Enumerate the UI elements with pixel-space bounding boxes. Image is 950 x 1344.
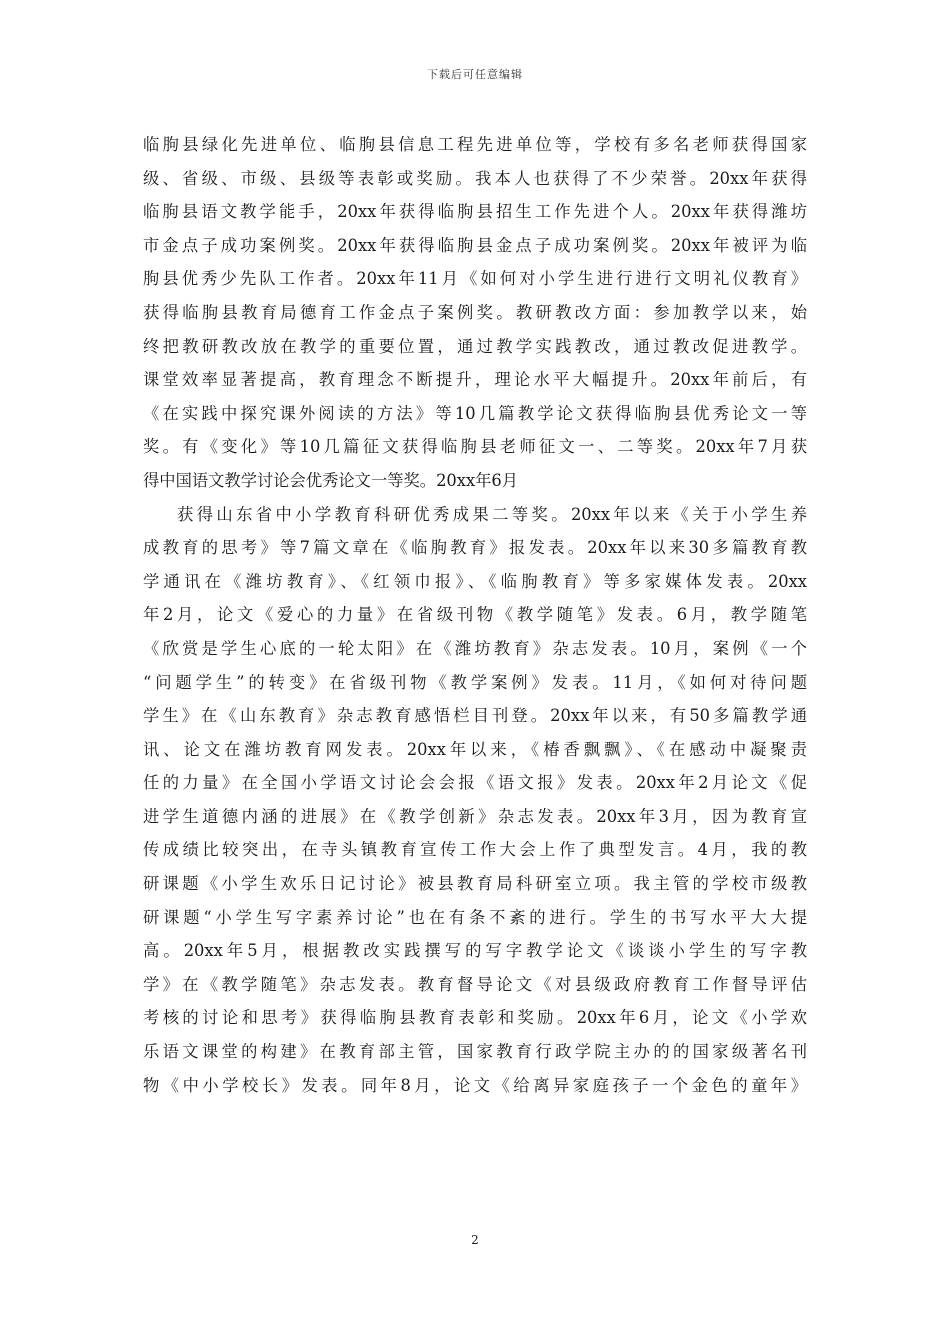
- text-line: 《在实践中探究课外阅读的方法》等10几篇教学论文获得临朐县优秀论文一等: [143, 403, 807, 423]
- document-body: [143, 128, 807, 1102]
- text-line: 讯、论文在潍坊教育网发表。20xx年以来，《椿香飘飘》、《在感动中凝聚责: [143, 739, 807, 759]
- text-line: 临朐县语文教学能手，20xx年获得临朐县招生工作先进个人。20xx年获得潍坊: [143, 202, 807, 222]
- paragraph: [143, 128, 807, 498]
- text-line: 传成绩比较突出，在寺头镇教育宣传工作大会上作了典型发言。4月，我的教: [143, 840, 807, 860]
- text-line: 得中国语文教学讨论会优秀论文一等奖。20xx年6月: [143, 470, 519, 490]
- text-line: 学生》在《山东教育》杂志教育感悟栏目刊登。20xx年以来，有50多篇教学通: [143, 706, 807, 726]
- text-line: 年2月，论文《爱心的力量》在省级刊物《教学随笔》发表。6月，教学随笔: [143, 605, 807, 625]
- text-line: 奖。有《变化》等10几篇征文获得临朐县老师征文一、二等奖。20xx年7月获: [143, 437, 807, 457]
- text-line: 朐县优秀少先队工作者。20xx年11月《如何对小学生进行进行文明礼仪教育》: [143, 269, 807, 289]
- text-line: 学》在《教学随笔》杂志发表。教育督导论文《对县级政府教育工作督导评估: [143, 974, 807, 994]
- text-line: 学通讯在《潍坊教育》、《红领巾报》、《临朐教育》等多家媒体发表。20xx: [143, 571, 807, 591]
- text-line: 终把教研教改放在教学的重要位置，通过教学实践教改，通过教改促进教学。: [143, 336, 807, 356]
- text-line: 研课题“小学生写字素养讨论”也在有条不紊的进行。学生的书写水平大大提: [143, 907, 807, 927]
- text-line: 物《中小学校长》发表。同年8月，论文《给离异家庭孩子一个金色的童年》: [143, 1075, 807, 1095]
- text-line: “问题学生”的转变》在省级刊物《教学案例》发表。11月，《如何对待问题: [143, 672, 807, 692]
- paragraph: [143, 498, 807, 1103]
- text-line: 高。20xx年5月，根据教改实践撰写的写字教学论文《谈谈小学生的写字教: [143, 941, 807, 961]
- text-line: 进学生道德内涵的进展》在《教学创新》杂志发表。20xx年3月，因为教育宣: [143, 806, 807, 826]
- page-header: 下载后可任意编辑: [427, 68, 523, 81]
- text-line: 课堂效率显著提高，教育理念不断提升，理论水平大幅提升。20xx年前后，有: [143, 370, 807, 390]
- text-line: 获得临朐县教育局德育工作金点子案例奖。教研教改方面：参加教学以来，始: [143, 302, 807, 322]
- text-line: 级、省级、市级、县级等表彰或奖励。我本人也获得了不少荣誉。20xx年获得: [143, 168, 807, 188]
- text-line: 《欣赏是学生心底的一轮太阳》在《潍坊教育》杂志发表。10月，案例《一个: [143, 638, 807, 658]
- page-number: 2: [471, 1233, 479, 1247]
- text-line: 任的力量》在全国小学语文讨论会会报《语文报》发表。20xx年2月论文《促: [143, 773, 807, 793]
- text-line: 临朐县绿化先进单位、临朐县信息工程先进单位等，学校有多名老师获得国家: [143, 135, 807, 154]
- text-line: 考核的讨论和思考》获得临朐县教育表彰和奖励。20xx年6月，论文《小学欢: [143, 1008, 807, 1028]
- text-line: 获得山东省中小学教育科研优秀成果二等奖。20xx年以来《关于小学生养: [177, 504, 807, 524]
- text-line: 成教育的思考》等7篇文章在《临朐教育》报发表。20xx年以来30多篇教育教: [143, 538, 807, 558]
- text-line: 乐语文课堂的构建》在教育部主管，国家教育行政学院主办的的国家级著名刊: [143, 1042, 807, 1062]
- text-line: 研课题《小学生欢乐日记讨论》被县教育局科研室立项。我主管的学校市级教: [143, 874, 807, 894]
- text-line: 市金点子成功案例奖。20xx年获得临朐县金点子成功案例奖。20xx年被评为临: [143, 235, 807, 255]
